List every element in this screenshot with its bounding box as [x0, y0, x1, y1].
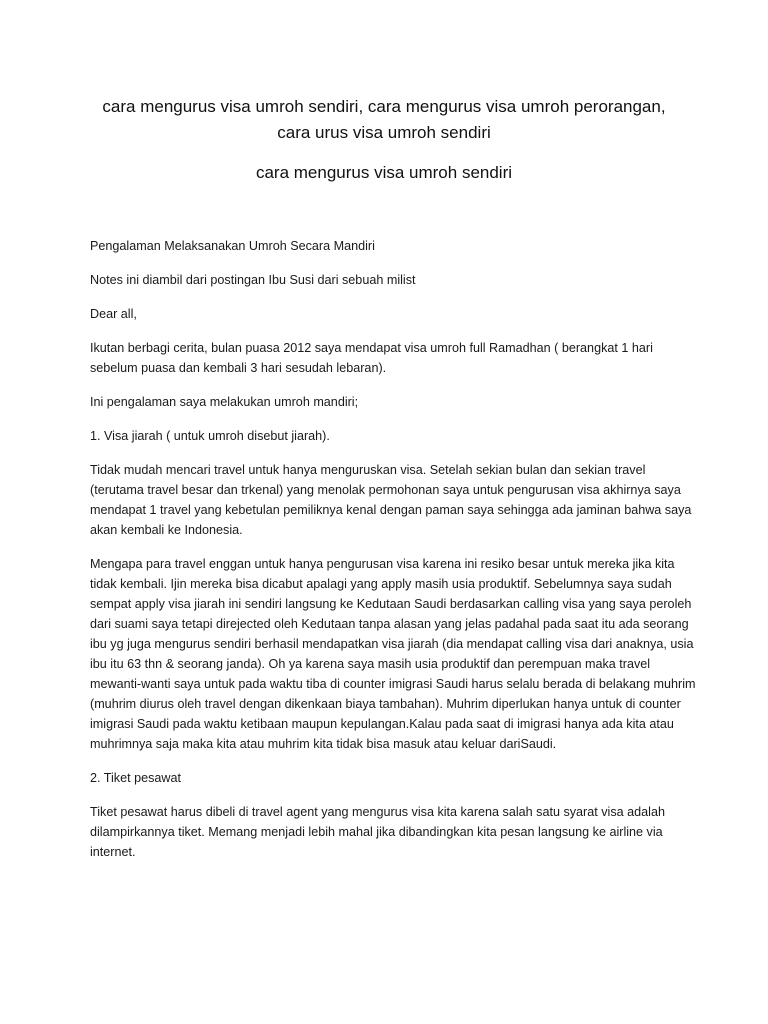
section-heading-ticket: 2. Tiket pesawat	[90, 771, 182, 785]
paragraph-visa-travel: Tidak mudah mencari travel untuk hanya menguruskan visa. Setelah sekian bulan dan sekian travel (terutama travel besar dan trkenal) yang menolak permohonan saya untuk pengurusan visa akhirnya saya mendapat 1 travel yang kebetulan pemiliknya kenal dengan paman saya sehingga ada jaminan bahwa saya akan kembali ke Indonesia.	[90, 463, 692, 537]
paragraph-intro: Ikutan berbagi cerita, bulan puasa 2012 saya mendapat visa umroh full Ramadhan ( berangkat 1 hari sebelum puasa dan kembali 3 hari sesudah lebaran).	[90, 341, 653, 375]
document-subtitle: cara mengurus visa umroh sendiri	[255, 163, 513, 182]
document-title: cara mengurus visa umroh sendiri, cara mengurus visa umroh perorangan, cara urus visa umroh sendiri	[102, 97, 666, 142]
paragraph-experience: Ini pengalaman saya melakukan umroh mandiri;	[90, 395, 359, 409]
paragraph-visa-reasons: Mengapa para travel enggan untuk hanya pengurusan visa karena ini resiko besar untuk mereka jika kita tidak kembali. Ijin mereka bisa dicabut apalagi yang apply masih usia produktif. Sebelumnya saya sudah sempat apply visa jiarah ini sendiri langsung ke Kedutaan Saudi berdasarkan calling visa yang saya peroleh dari suami saya tetapi direjected oleh Kedutaan tanpa alasan yang jelas padahal pada saat itu ada seorang ibu yg juga mengurus sendiri berhasil mendapatkan visa jiarah (dia mendapat calling visa dari anaknya, usia ibu itu 63 thn & seorang janda). Oh ya karena saya masih usia produktif dan perempuan maka travel mewanti-wanti saya untuk pada waktu tiba di counter imigrasi Saudi harus selalu berada di belakang muhrim (muhrim diurus oleh travel dengan dikenkaan biaya tambahan). Muhrim diperlukan hanya untuk di counter imigrasi Saudi pada waktu ketibaan maupun kepulangan.Kalau pada saat di imigrasi hanya ada kita atau muhrimnya saja maka kita atau muhrim kita tidak bisa masuk atau keluar dariSaudi.	[90, 557, 696, 751]
title-block	[90, 94, 678, 186]
paragraph-ticket: Tiket pesawat harus dibeli di travel agent yang mengurus visa kita karena salah satu syarat visa adalah dilampirkannya tiket. Memang menjadi lebih mahal jika dibandingkan kita pesan langsung ke airline via internet.	[90, 805, 665, 859]
document-body	[90, 236, 702, 876]
paragraph-source-note: Notes ini diambil dari postingan Ibu Susi dari sebuah milist	[90, 273, 416, 287]
paragraph-greeting: Dear all,	[90, 307, 137, 321]
paragraph-heading: Pengalaman Melaksanakan Umroh Secara Mandiri	[90, 239, 375, 253]
section-heading-visa: 1. Visa jiarah ( untuk umroh disebut jiarah).	[90, 429, 330, 443]
